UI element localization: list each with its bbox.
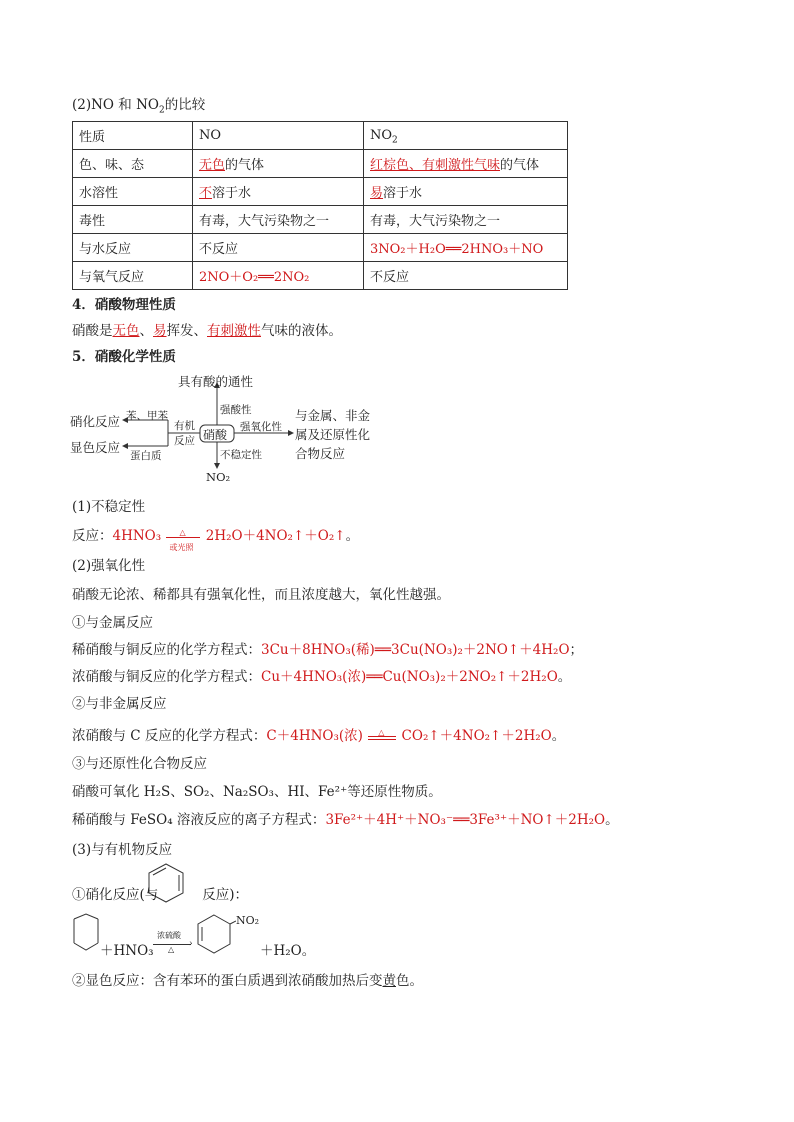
edge-left-label-2: 反应 xyxy=(174,435,195,447)
node-right-2: 属及还原性化 xyxy=(295,427,371,442)
node-left-1: 硝化反应 xyxy=(70,414,121,429)
equation: Cu＋4HNO₃(浓)══Cu(NO₃)₂＋2NO₂↑＋2H₂O xyxy=(261,669,558,685)
tail: 。 xyxy=(557,669,572,685)
benzene-reactant-icon xyxy=(72,913,100,953)
properties-diagram xyxy=(68,372,388,492)
table-row xyxy=(73,234,568,262)
nitrobenzene-icon xyxy=(196,913,236,957)
condition-arrow xyxy=(367,727,397,744)
unstable-title: (1)不稳定性 xyxy=(72,499,146,515)
row-no2: 不反应 xyxy=(364,262,568,290)
table-row xyxy=(73,178,568,206)
row-no2 xyxy=(364,178,568,206)
edge-bottom-label: 不稳定性 xyxy=(220,449,262,461)
row-no xyxy=(193,178,364,206)
nitration-condition-arrow xyxy=(153,933,195,953)
nitration-line xyxy=(72,886,248,904)
label: 反应： xyxy=(72,528,113,544)
section-4-title: 4．硝酸物理性质 xyxy=(72,297,176,313)
text: 、 xyxy=(139,323,153,339)
condition-top: 浓硫酸 xyxy=(157,931,181,940)
cell-text: 溶于水 xyxy=(383,186,423,201)
cell-text: 溶于水 xyxy=(212,186,252,201)
right-arrowhead xyxy=(288,430,294,436)
cell-text: 的气体 xyxy=(500,158,540,173)
node-left-2: 显色反应 xyxy=(70,440,121,455)
header-cell: NO xyxy=(193,122,364,150)
condition-top: △ xyxy=(378,727,385,737)
tail: 。 xyxy=(551,728,566,744)
reducing-title: ③与还原性化合物反应 xyxy=(72,756,207,772)
answer-text: 有刺激性 xyxy=(207,323,261,339)
edge-left1-label: 苯、甲苯 xyxy=(126,410,168,422)
heading-text: (2)NO 和 NO xyxy=(72,97,159,113)
condition-line xyxy=(166,537,200,538)
nitration-eq-tail: ＋H₂O。 xyxy=(260,943,316,959)
edge-top-label: 强酸性 xyxy=(220,404,252,416)
edge-right-label: 强氧化性 xyxy=(240,421,282,433)
node-bottom: NO₂ xyxy=(206,470,231,484)
color-reaction xyxy=(72,972,423,990)
row-no2-equation: 3NO₂＋H₂O══2HNO₃＋NO xyxy=(364,234,568,262)
section-4-text xyxy=(72,322,342,340)
header-cell xyxy=(364,122,568,150)
condition-line-2 xyxy=(368,739,396,740)
row-no xyxy=(193,150,364,178)
label: 稀硝酸与铜反应的化学方程式： xyxy=(72,642,261,658)
nitration-eq-plus: ＋HNO₃ xyxy=(100,943,154,959)
metal-title: ①与金属反应 xyxy=(72,615,153,631)
node-top: 具有酸的通性 xyxy=(178,374,254,389)
comparison-heading xyxy=(72,96,205,114)
equation-rhs: 2H₂O＋4NO₂↑＋O₂↑ xyxy=(205,528,346,544)
node-center: 硝酸 xyxy=(203,428,228,442)
nonmetal-eq xyxy=(72,727,565,745)
row-property: 与水反应 xyxy=(73,234,193,262)
heading-tail: 的比较 xyxy=(164,97,206,113)
text: 挥发、 xyxy=(166,323,207,339)
text: 反应)： xyxy=(202,887,249,903)
equation: 3Cu＋8HNO₃(稀)══3Cu(NO₃)₂＋2NO↑＋4H₂O xyxy=(261,642,570,658)
answer-text: 无色 xyxy=(199,158,226,173)
metal-eq-1 xyxy=(72,641,583,659)
edge-left-label-1: 有机 xyxy=(174,420,195,432)
answer-text: 无色 xyxy=(112,323,140,339)
section-5-title: 5．硝酸化学性质 xyxy=(72,349,176,365)
text: ②显色反应：含有苯环的蛋白质遇到浓硝酸加热后变 xyxy=(72,973,383,989)
answer-text: 易 xyxy=(153,323,167,339)
answer-text: 不 xyxy=(199,186,213,201)
row-no: 不反应 xyxy=(193,234,364,262)
row-property: 水溶性 xyxy=(73,178,193,206)
edge-left2-label: 蛋白质 xyxy=(130,450,162,462)
text: 色。 xyxy=(396,973,423,989)
node-right-1: 与金属、非金 xyxy=(295,408,371,423)
tail: 。 xyxy=(605,812,619,828)
down-arrowhead xyxy=(214,463,220,469)
answer-text: 红棕色、有刺激性气味 xyxy=(370,158,501,173)
comparison-table xyxy=(72,121,568,290)
label: 稀硝酸与 FeSO₄ 溶液反应的离子方程式： xyxy=(72,812,326,828)
cell-text: 的气体 xyxy=(225,158,265,173)
table-header-row xyxy=(73,122,568,150)
nitro-group-label: NO₂ xyxy=(236,914,260,927)
equation: 3Fe²⁺＋4H⁺＋NO₃⁻══3Fe³⁺＋NO↑＋2H₂O xyxy=(325,812,606,828)
condition-bottom: △ xyxy=(168,945,175,954)
heading-sub: 2 xyxy=(158,105,165,116)
tail: ； xyxy=(569,642,584,658)
table-row xyxy=(73,206,568,234)
table-row xyxy=(73,262,568,290)
arrow-head-icon: › xyxy=(189,939,193,949)
tail: 。 xyxy=(345,528,360,544)
equation-lhs: C＋4HNO₃(浓) xyxy=(266,728,363,744)
oxid-title: (2)强氧化性 xyxy=(72,558,146,574)
answer-text: 易 xyxy=(370,186,384,201)
condition-arrow xyxy=(165,527,201,552)
text: 气味的液体。 xyxy=(261,323,342,339)
label: 浓硝酸与铜反应的化学方程式： xyxy=(72,669,261,685)
header-no2: NO xyxy=(370,128,393,143)
row-no: 有毒，大气污染物之一 xyxy=(193,206,364,234)
equation-lhs: 4HNO₃ xyxy=(112,528,162,544)
metal-eq-2 xyxy=(72,668,571,686)
equation-rhs: CO₂↑＋4NO₂↑＋2H₂O xyxy=(401,728,552,744)
header-no2-sub: 2 xyxy=(392,135,398,146)
reducing-desc: 硝酸可氧化 H₂S、SO₂、Na₂SO₃、HI、Fe²⁺等还原性物质。 xyxy=(72,784,442,800)
text: ①硝化反应(与 xyxy=(72,887,159,903)
left-lower-arrowhead xyxy=(122,443,128,449)
row-property: 与氧气反应 xyxy=(73,262,193,290)
row-property: 色、味、态 xyxy=(73,150,193,178)
reducing-eq xyxy=(72,811,619,829)
row-no2: 有毒，大气污染物之一 xyxy=(364,206,568,234)
table-row xyxy=(73,150,568,178)
condition-top: △ xyxy=(179,527,186,537)
row-property: 毒性 xyxy=(73,206,193,234)
unstable-reaction xyxy=(72,527,360,552)
answer-text: 黄 xyxy=(382,973,396,989)
row-no-equation: 2NO＋O₂══2NO₂ xyxy=(193,262,364,290)
row-no2 xyxy=(364,150,568,178)
header-cell: 性质 xyxy=(73,122,193,150)
text: 硝酸是 xyxy=(72,323,113,339)
condition-bottom: 或光照 xyxy=(169,542,194,552)
condition-line-1 xyxy=(368,736,396,737)
label: 浓硝酸与 C 反应的化学方程式： xyxy=(72,728,267,744)
oxid-desc: 硝酸无论浓、稀都具有强氧化性，而且浓度越大，氧化性越强。 xyxy=(72,587,450,603)
nonmetal-title: ②与非金属反应 xyxy=(72,696,167,712)
organic-title: (3)与有机物反应 xyxy=(72,842,173,858)
node-right-3: 合物反应 xyxy=(295,446,346,461)
